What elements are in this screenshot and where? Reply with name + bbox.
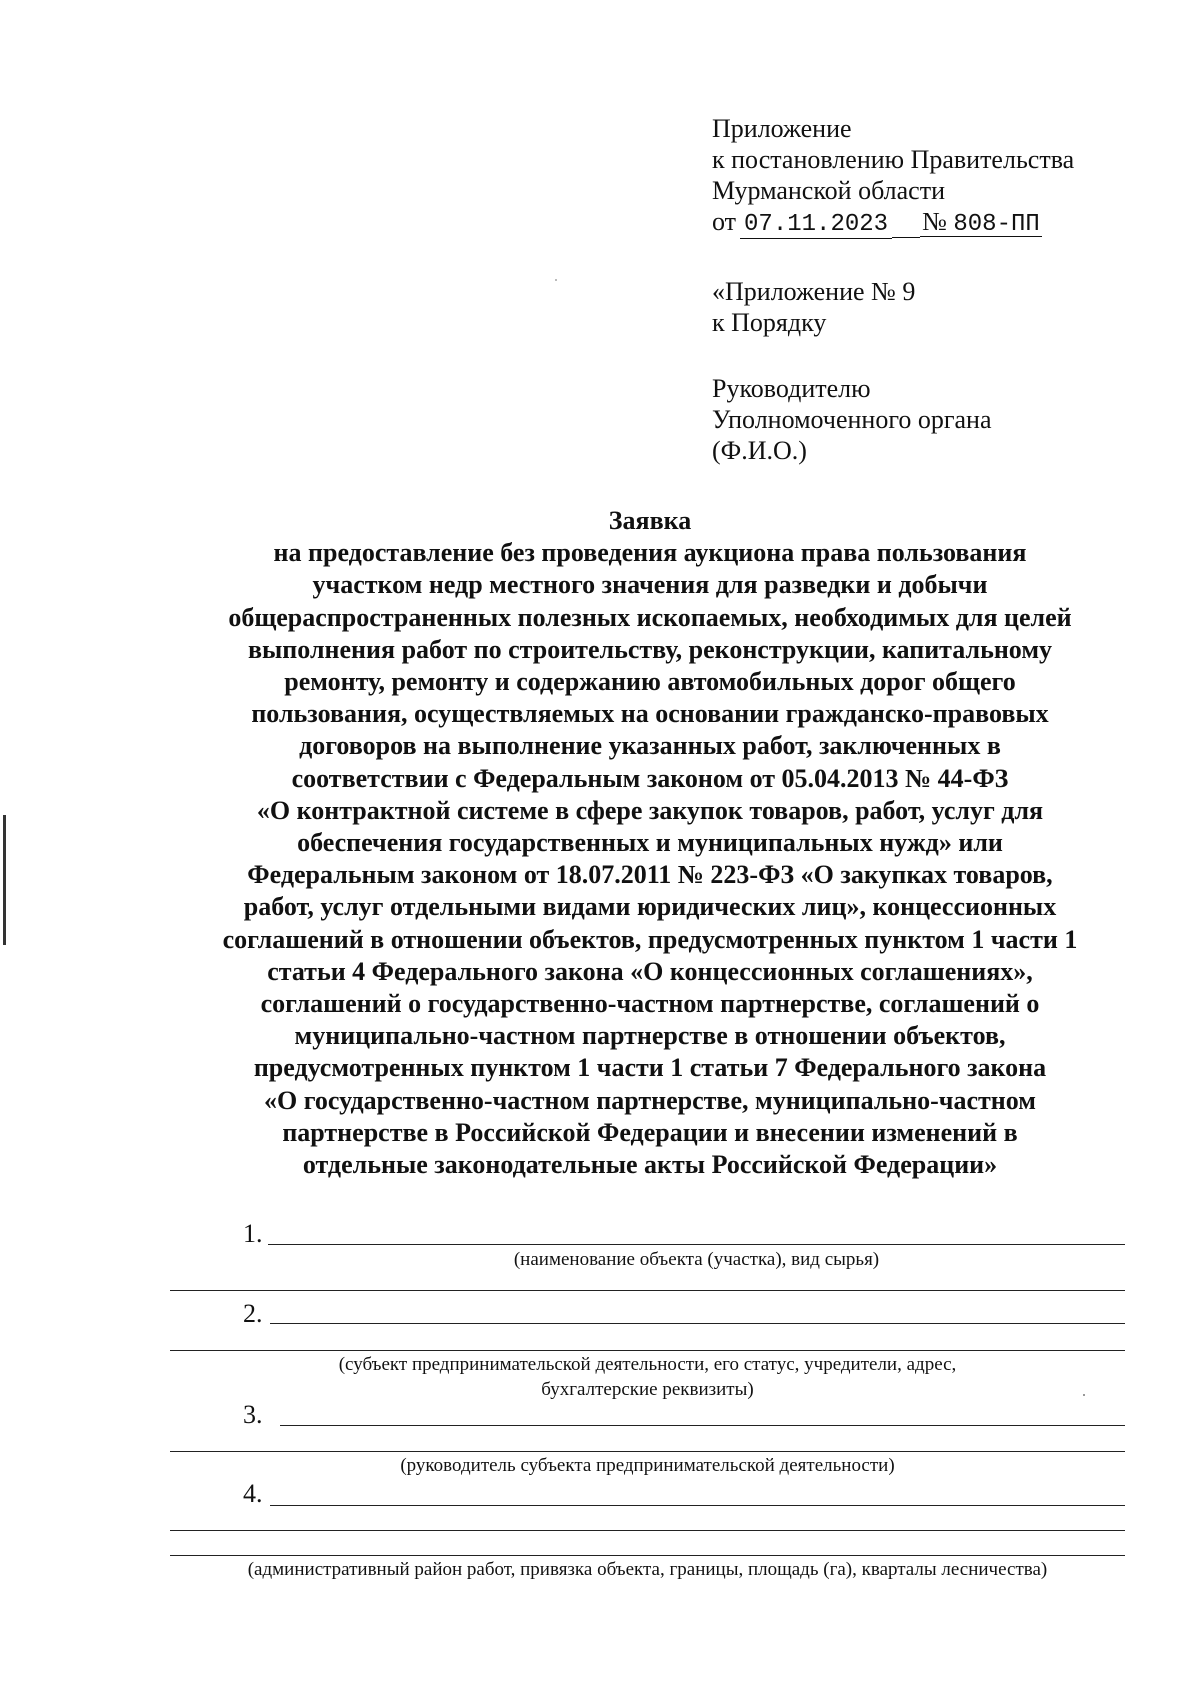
number-block — [920, 207, 1042, 237]
field-3-line[interactable] — [280, 1425, 1125, 1426]
field-1-number: 1. — [243, 1219, 263, 1248]
addressee-block — [712, 373, 1120, 466]
decree-number: 808-ПП — [953, 211, 1040, 238]
addressee-organ — [712, 404, 1120, 435]
title-line: Федеральным законом от 18.07.2011 № 223-ФЗ «О закупках товаров, — [247, 860, 1053, 890]
field-1-caption: (наименование объекта (участка), вид сырья) — [513, 1249, 880, 1270]
title-heading: Заявка — [608, 506, 692, 535]
field-2-caption-line2: бухгалтерские реквизиты) — [541, 1379, 754, 1400]
title-line: обеспечения государственных и муниципальных нужд» или — [297, 828, 1003, 858]
title-line: на предоставление без проведения аукциона права пользования — [273, 538, 1027, 568]
field-3-number: 3. — [243, 1400, 263, 1429]
field-1-line[interactable] — [268, 1244, 1125, 1245]
title-line: пользования, осуществляемых на основании гражданско-правовых — [251, 699, 1049, 729]
title-line: соглашений о государственно-частном партнерстве, соглашений о — [260, 989, 1040, 1019]
scan-speck — [555, 279, 557, 281]
field-2-line[interactable] — [270, 1323, 1125, 1324]
title-line: выполнения работ по строительству, реконструкции, капитальному — [247, 634, 1053, 664]
appendix-header — [712, 113, 1074, 237]
title-line: соглашений в отношении объектов, предусмотренных пунктом 1 части 1 — [222, 924, 1078, 954]
title-line: предусмотренных пунктом 1 части 1 статьи 7 Федерального закона — [253, 1053, 1047, 1083]
title-line: отдельные законодательные акты Российской Федерации» — [302, 1150, 998, 1180]
title-line: «О государственно-частном партнерстве, муниципально-частном — [264, 1085, 1036, 1115]
scan-edge-mark — [3, 815, 6, 945]
title-line: соответствии с Федеральным законом от 05.04.2013 № 44-ФЗ — [291, 763, 1009, 793]
date-prefix: от — [712, 207, 737, 236]
addressee-organ-word1: Уполномоченного — [712, 405, 912, 434]
field-4-line[interactable] — [270, 1505, 1125, 1506]
addressee-organ-word2: органа — [917, 405, 992, 434]
field-2-caption-line1: (субъект предпринимательской деятельности, его статус, учредители, адрес, — [338, 1354, 957, 1375]
field-2-number: 2. — [243, 1299, 263, 1328]
title-line: участком недр местного значения для разведки и добычи — [312, 570, 988, 600]
number-prefix: № — [922, 207, 947, 236]
title-line: общераспространенных полезных ископаемых, необходимых для целей — [228, 602, 1072, 632]
title-line: ремонту, ремонту и содержанию автомобильных дорог общего — [284, 667, 1016, 697]
title-line: «О контрактной системе в сфере закупок товаров, работ, услуг для — [256, 795, 1044, 825]
appendix9-label: «Приложение № 9 — [712, 277, 916, 306]
appendix-label: Приложение — [712, 114, 852, 143]
field-1-line-extra[interactable] — [170, 1290, 1125, 1291]
title-line: работ, услуг отдельными видами юридических лиц», концессионных — [243, 892, 1057, 922]
title-line: муниципально-частном партнерстве в отношении объектов, — [294, 1021, 1006, 1051]
field-4-number: 4. — [243, 1479, 263, 1508]
order-reference: к Порядку — [712, 308, 827, 337]
addressee-title: Руководителю — [712, 374, 871, 403]
application-title — [170, 505, 1130, 1181]
field-4-line-extra[interactable] — [170, 1530, 1125, 1531]
field-3-caption: (руководитель субъекта предпринимательской деятельности) — [400, 1455, 895, 1476]
appendix9-header — [712, 276, 915, 338]
title-line: партнерстве в Российской Федерации и внесении изменений в — [282, 1117, 1018, 1147]
title-line: договоров на выполнение указанных работ, заключенных в — [299, 731, 1001, 761]
date-spacer-line — [892, 206, 920, 238]
decree-date: 07.11.2023 — [740, 211, 892, 239]
field-4-line-extra2[interactable] — [170, 1555, 1125, 1556]
field-3-line-extra[interactable] — [170, 1451, 1125, 1452]
scan-speck — [1083, 1394, 1085, 1396]
title-line: статьи 4 Федерального закона «О концессионных соглашениях», — [267, 956, 1033, 986]
region-name: Мурманской области — [712, 176, 945, 205]
field-2-line-extra[interactable] — [170, 1350, 1125, 1351]
decree-date-number — [712, 206, 1074, 237]
field-4-caption: (административный район работ, привязка объекта, границы, площадь (га), кварталы лесничества) — [247, 1559, 1048, 1580]
addressee-fio: (Ф.И.О.) — [712, 436, 807, 465]
decree-reference: к постановлению Правительства — [712, 145, 1075, 174]
